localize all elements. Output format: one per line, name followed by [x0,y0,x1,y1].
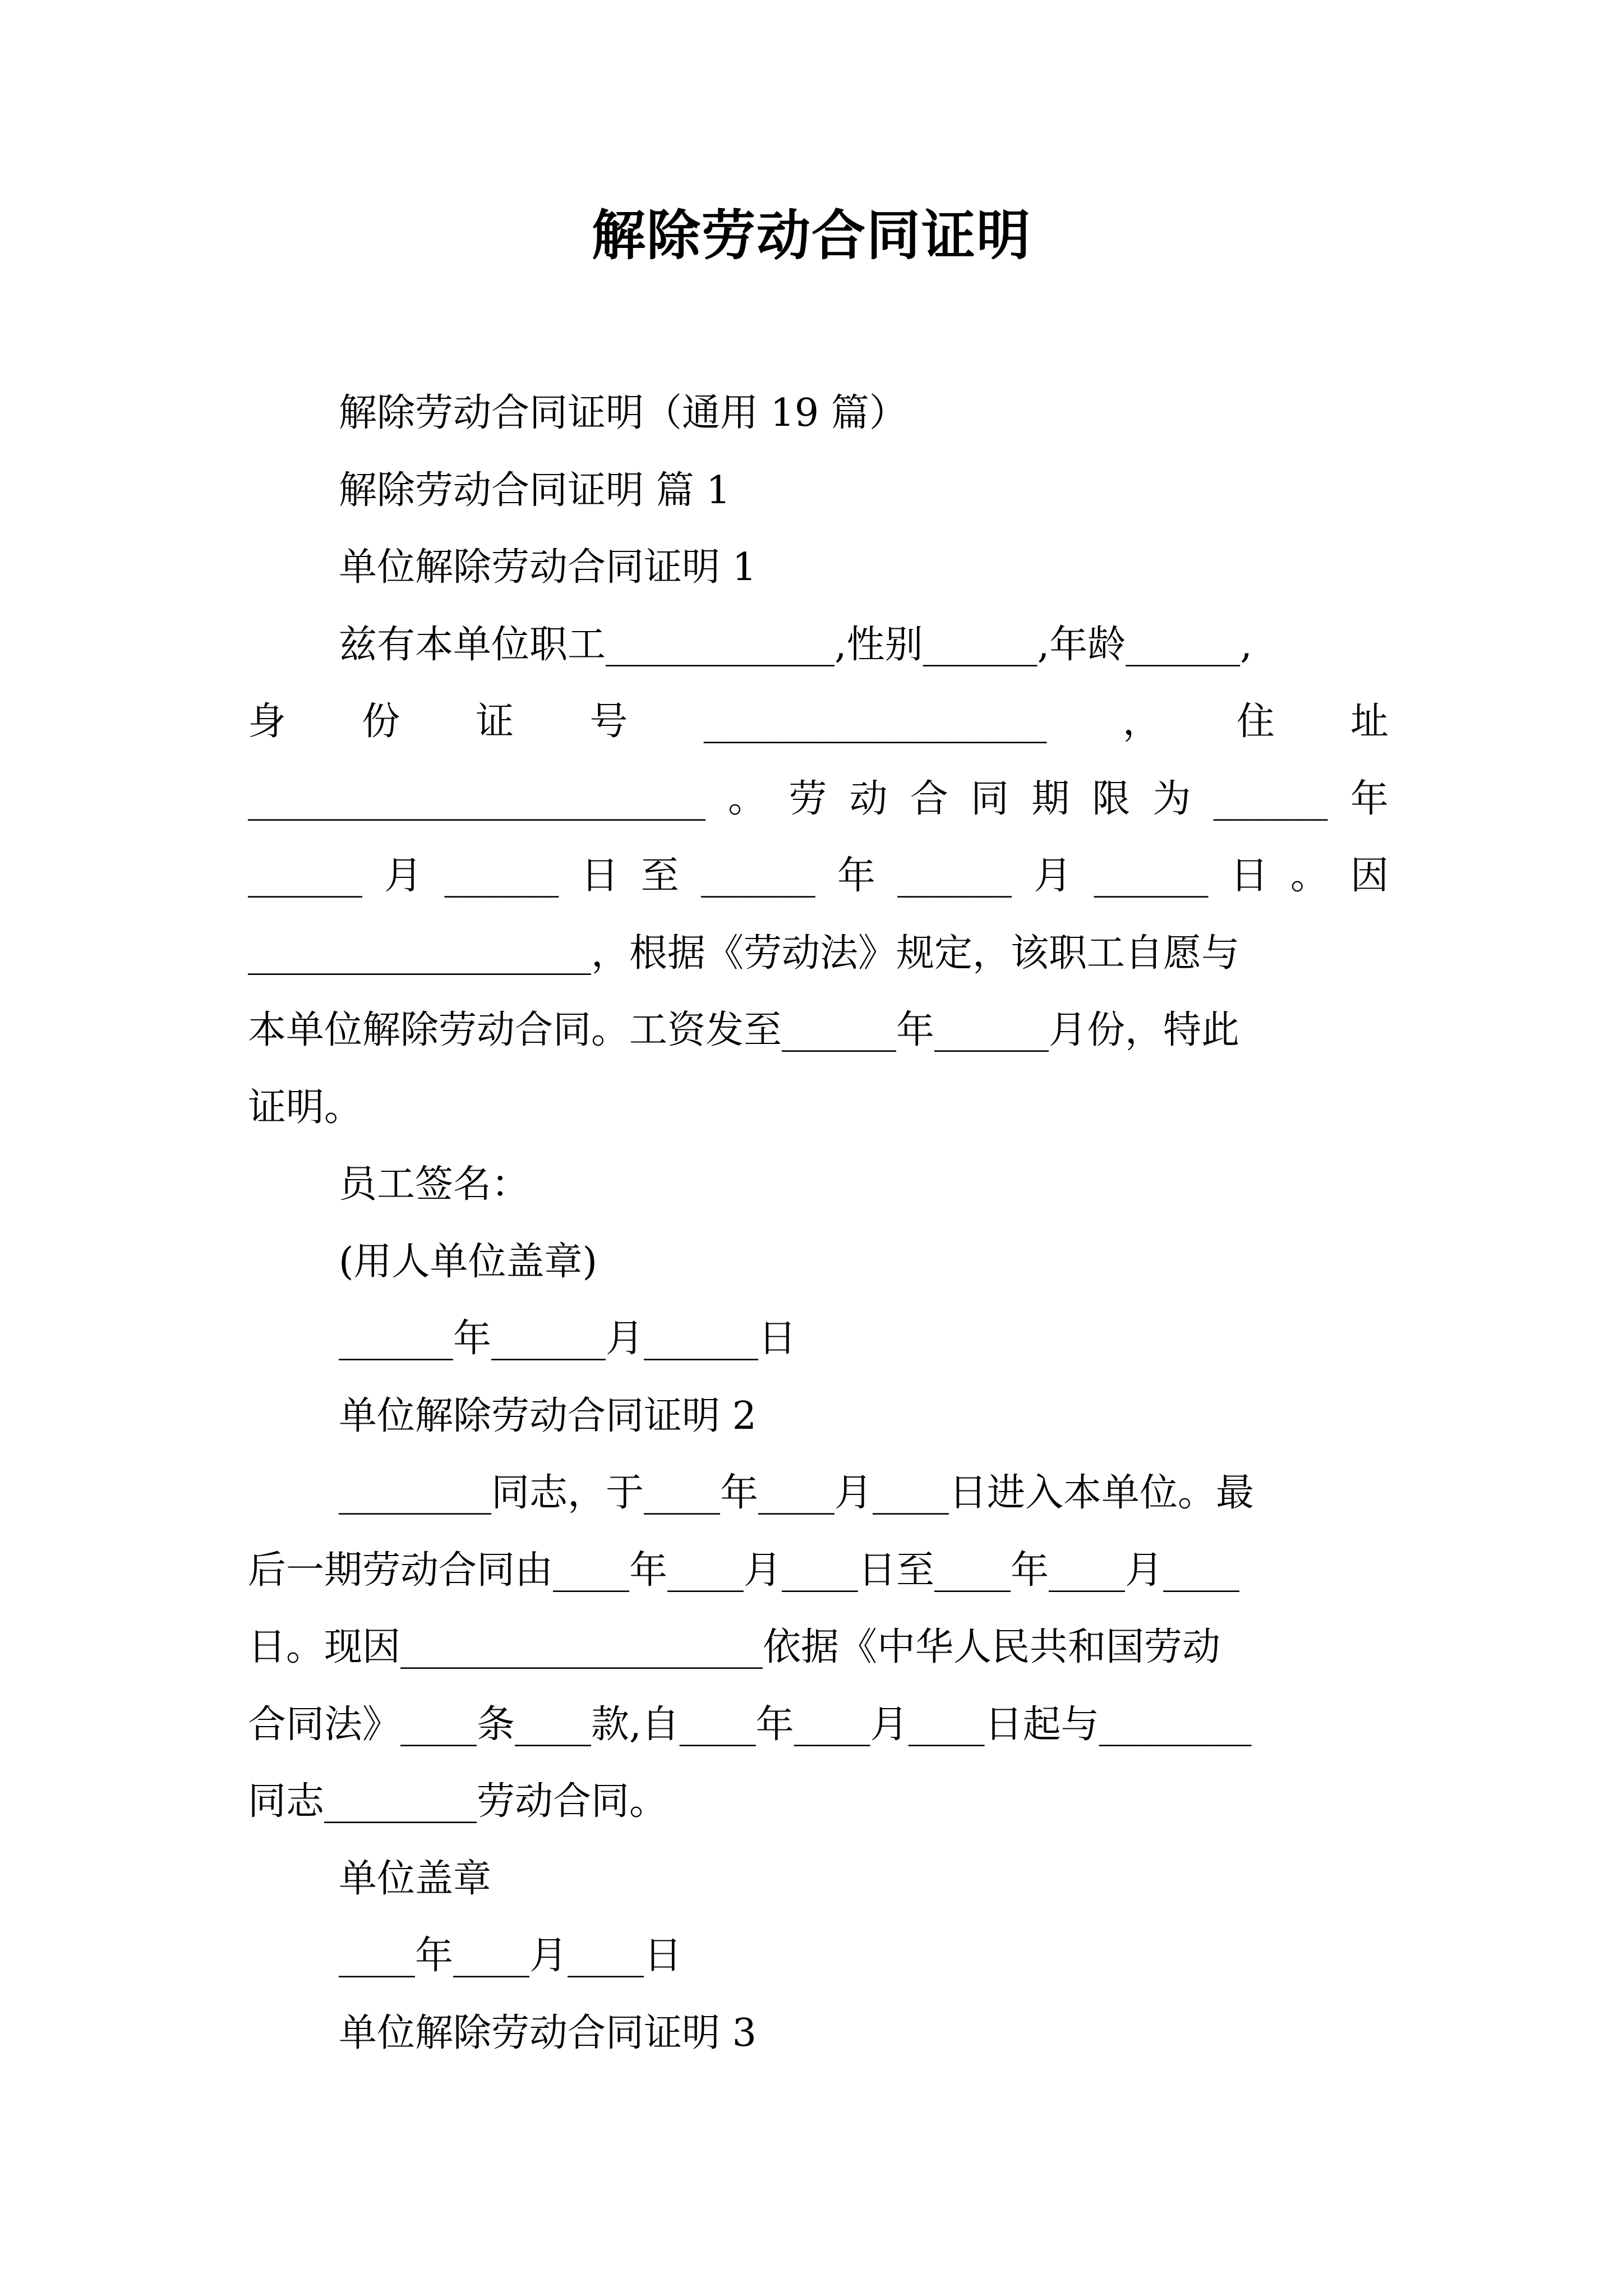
paragraph-line: ________同志，于____年____月____日进入本单位。最 [339,1471,1255,1515]
text-segment: 期 [1031,776,1070,821]
text-segment: 份 [362,700,400,744]
blank-field: ______ [248,854,362,898]
text-segment: 年 [1350,776,1389,821]
text-segment: 证 [476,700,514,744]
subtitle-line: 解除劳动合同证明（通用 19 篇） [339,391,907,435]
text-segment: 劳 [789,776,827,821]
text-segment: 本单位解除劳动合同。工资发至______年______月份，特此 [248,1008,1240,1052]
section-heading: 解除劳动合同证明 篇 1 [339,468,731,513]
blank-field: ______ [1094,854,1209,898]
text-segment: 因 [1350,854,1389,898]
text-segment: ， [1122,700,1161,744]
text-segment: 号 [589,700,628,744]
text-segment: 月 [384,854,423,898]
text-segment: 日 [1230,854,1269,898]
item-heading: 单位解除劳动合同证明 1 [339,545,757,590]
text-segment: 。 [1290,854,1329,898]
employee-signature-label: 员工签名： [339,1162,530,1207]
blank-field: ______ [444,854,559,898]
text-segment: 。 [728,776,767,821]
text-segment: 址 [1350,700,1389,744]
blank-field: ________________________ [248,776,706,821]
text-segment: __________________，根据《劳动法》规定，该职工自愿与 [248,931,1240,976]
justified-line-address [248,761,1389,838]
paragraph-line [248,1069,1389,1147]
document-title: 解除劳动合同证明 [592,204,1031,267]
text-segment: 日。现因___________________依据《中华人民共和国劳动 [248,1625,1221,1669]
unit-seal-label: 单位盖章 [339,1856,492,1901]
paragraph-line [248,992,1389,1069]
text-segment: 至 [640,854,679,898]
employer-seal-label: (用人单位盖章) [339,1239,598,1284]
text-segment: 后一期劳动合同由____年____月____日至____年____月____ [248,1548,1240,1593]
item-heading: 单位解除劳动合同证明 2 [339,1393,757,1438]
text-segment: 年 [837,854,875,898]
text-segment: 证明。 [248,1085,363,1130]
text-segment: 住 [1236,700,1275,744]
justified-line-dates [248,838,1389,915]
date-line: ______年______月______日 [339,1317,797,1361]
paragraph-line [248,915,1389,992]
text-segment: 身 [248,700,287,744]
text-segment: 动 [849,776,888,821]
blank-field: __________________ [703,700,1047,744]
item-heading: 单位解除劳动合同证明 3 [339,2010,757,2055]
blank-field: ______ [1213,776,1328,821]
text-segment: 同 [970,776,1009,821]
text-segment: 合 [910,776,948,821]
text-segment: 为 [1152,776,1191,821]
paragraph-line [248,1532,1389,1609]
document-body [248,375,1389,2072]
blank-field: ______ [897,854,1012,898]
paragraph-line: 兹有本单位职工____________,性别______,年龄______, [339,622,1252,667]
paragraph-line [248,1763,1389,1841]
date-line: ____年____月____日 [339,1934,683,1978]
blank-field: ______ [700,854,815,898]
text-segment: 合同法》____条____款,自____年____月____日起与________ [248,1702,1252,1747]
text-segment: 同志________劳动合同。 [248,1779,668,1824]
paragraph-line [248,1686,1389,1764]
text-segment: 限 [1092,776,1131,821]
text-segment: 日 [580,854,619,898]
justified-line-id [248,683,1389,761]
paragraph-line [248,1609,1389,1686]
text-segment: 月 [1034,854,1072,898]
